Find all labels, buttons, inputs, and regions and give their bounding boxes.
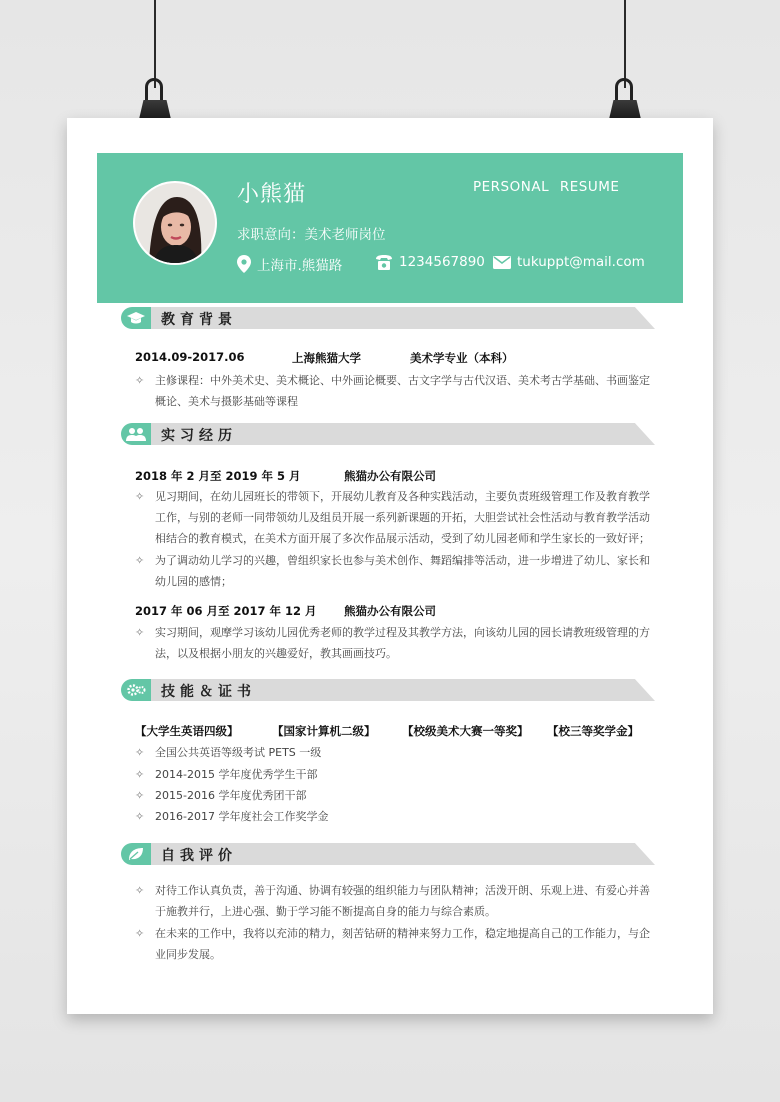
section-title-skills: 技能＆证书 <box>161 684 256 700</box>
bullet-mark-icon: ✧ <box>135 626 145 639</box>
section-skills-header <box>121 679 655 701</box>
list-item: ✧ 为了调动幼儿学习的兴趣，曾组织家长也参与美术创作、舞蹈编排等活动，进一步增进了幼儿、家长和幼儿园的感情； <box>135 550 655 592</box>
people-icon <box>121 423 151 445</box>
telephone-icon <box>375 255 393 270</box>
list-item: ✧ 2015-2016 学年度优秀团干部 <box>135 785 655 806</box>
list-item: ✧ 对待工作认真负责，善于沟通、协调有较强的组织能力与团队精神；活泼开朗、乐观上进、有爱心并善于施教并行，上进心强、勤于学习能不断提高自身的能力与综合素质。 <box>135 880 655 922</box>
leaf-icon <box>121 843 151 865</box>
cert-item: 【国家计算机二级】 <box>272 724 376 738</box>
gears-icon <box>121 679 151 701</box>
graduation-cap-icon <box>121 307 151 329</box>
bullet-mark-icon: ✧ <box>135 746 145 759</box>
section-title-education: 教育背景 <box>161 312 237 328</box>
location-contact <box>237 254 342 274</box>
job2-date: 2017 年 06 月至 2017 年 12 月 <box>135 604 317 618</box>
avatar <box>135 183 215 263</box>
phone-contact <box>375 254 485 270</box>
bullet-mark-icon: ✧ <box>135 810 145 823</box>
bullet-mark-icon: ✧ <box>135 490 145 503</box>
section-education-header <box>121 307 655 329</box>
location-text: 上海市.熊猫路 <box>257 258 343 274</box>
job-intent: 求职意向：美术老师岗位 <box>237 227 386 243</box>
email-contact <box>493 254 645 270</box>
education-date: 2014.09-2017.06 <box>135 350 245 364</box>
mail-icon <box>493 256 511 269</box>
section-title-self: 自我评价 <box>161 848 237 864</box>
job1-company: 熊猫办公有限公司 <box>344 469 436 483</box>
list-item: ✧ 见习期间，在幼儿园班长的带领下，开展幼儿教育及各种实践活动，主要负责班级管理工作及教育教学工作，与别的老师一同带领幼儿及组员开展一系列新课题的开拓，大胆尝试社会性活动与教育教学活动相结合的教育模式，在美术方面开展了多次作品展示活动，受到了幼儿园老师和学生家长的一致好评； <box>135 486 655 549</box>
location-pin-icon <box>237 255 251 273</box>
bullet-mark-icon: ✧ <box>135 768 145 781</box>
job2-company: 熊猫办公有限公司 <box>344 604 436 618</box>
phone-text: 1234567890 <box>399 254 485 270</box>
resume-sheet <box>67 118 713 1014</box>
resume-title: PERSONAL RESUME <box>473 179 620 195</box>
bullet-mark-icon: ✧ <box>135 884 145 897</box>
section-internship-header <box>121 423 655 445</box>
list-item: ✧ 实习期间，观摩学习该幼儿园优秀老师的教学过程及其教学方法，向该幼儿园的园长请教班级管理的方法，以及根据小朋友的兴趣爱好，教其画画技巧。 <box>135 622 655 664</box>
list-item: ✧ 主修课程：中外美术史、美术概论、中外画论概要、古文字学与古代汉语、美术考古学基础、书画鉴定概论、美术与摄影基础等课程 <box>135 370 655 412</box>
list-item: ✧ 2014-2015 学年度优秀学生干部 <box>135 764 655 785</box>
education-major: 美术学专业（本科） <box>410 351 514 365</box>
email-text: tukuppt@mail.com <box>517 254 645 270</box>
section-self-header <box>121 843 655 865</box>
right-hanging-wire <box>624 0 626 88</box>
section-title-internship: 实习经历 <box>161 428 237 444</box>
resume-header <box>97 153 683 303</box>
education-school: 上海熊猫大学 <box>292 351 361 365</box>
candidate-name: 小熊猫 <box>237 182 307 207</box>
cert-item: 【校级美术大赛一等奖】 <box>402 724 529 738</box>
bullet-mark-icon: ✧ <box>135 789 145 802</box>
list-item: ✧ 在未来的工作中，我将以充沛的精力，刻苦钻研的精神来努力工作，稳定地提高自己的工作能力，与企业同步发展。 <box>135 923 655 965</box>
left-hanging-wire <box>154 0 156 88</box>
job1-date: 2018 年 2 月至 2019 年 5 月 <box>135 469 301 483</box>
cert-item: 【大学生英语四级】 <box>135 724 239 738</box>
bullet-mark-icon: ✧ <box>135 554 145 567</box>
list-item: ✧ 全国公共英语等级考试 PETS 一级 <box>135 742 655 763</box>
list-item: ✧ 2016-2017 学年度社会工作奖学金 <box>135 806 655 827</box>
bullet-mark-icon: ✧ <box>135 374 145 387</box>
bullet-mark-icon: ✧ <box>135 927 145 940</box>
cert-item: 【校三等奖学金】 <box>547 724 639 738</box>
